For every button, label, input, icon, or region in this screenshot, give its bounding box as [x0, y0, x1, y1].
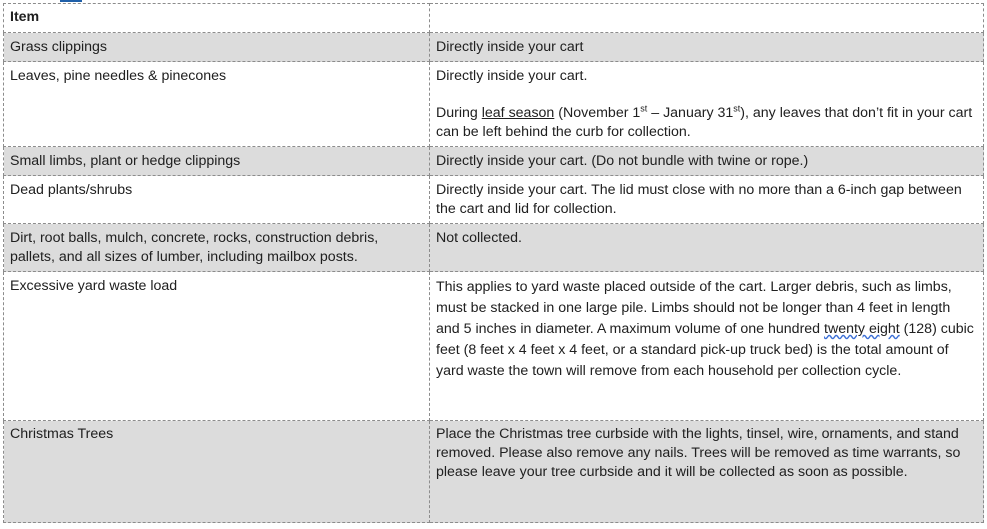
header-cell-blank: [430, 4, 984, 33]
description-text: Directly inside your cart.: [436, 68, 588, 84]
item-cell: Dirt, root balls, mulch, concrete, rocks, construction debris, pallets, and all sizes of lumber, including mailbox posts.: [4, 224, 430, 272]
description-cell: [430, 421, 984, 523]
description-text: [436, 277, 977, 382]
ordinal-suffix: st: [640, 103, 648, 114]
flagged-word[interactable]: twenty eight: [824, 321, 900, 337]
text-run: (128) cubic feet (8 feet x 4 feet x 4 feet, or a standard pick-up truck bed) is the total amount of yard waste the town will remove from each household per collection cycle.: [436, 321, 974, 379]
ordinal-suffix: st: [733, 103, 741, 114]
text-run: During: [436, 105, 482, 121]
description-text: Place the Christmas tree curbside with the lights, tinsel, wire, ornaments, and stand removed. Please also remove any nails. Trees will be removed as time warrants, so please leave your tree curbside and it will be collected as soon as possible.: [436, 426, 961, 480]
header-cell-item: Item: [4, 4, 430, 33]
table-row: [4, 224, 984, 272]
description-text: Directly inside your cart. The lid must close with no more than a 6-inch gap between the cart and lid for collection.: [436, 182, 962, 217]
description-text: Directly inside your cart. (Do not bundle with twine or rope.): [436, 153, 809, 169]
text-run: (November 1: [554, 105, 641, 121]
item-cell: Excessive yard waste load: [4, 272, 430, 421]
table-row: [4, 176, 984, 224]
description-cell: [430, 62, 984, 147]
description-text: Not collected.: [436, 230, 522, 246]
table-header-row: [4, 4, 984, 33]
table-row: [4, 421, 984, 523]
description-cell: [430, 147, 984, 176]
table-row: [4, 147, 984, 176]
text-run: This applies to yard waste placed outside of the cart. Larger debris, such as limbs, must be stacked in one large pile. Limbs should not be longer than 4 feet in length and 5 inches in diameter. A maximum volume of one hundred: [436, 279, 952, 337]
description-cell: [430, 176, 984, 224]
item-cell: Leaves, pine needles & pinecones: [4, 62, 430, 147]
description-text: Directly inside your cart: [436, 39, 584, 55]
item-cell: Small limbs, plant or hedge clippings: [4, 147, 430, 176]
item-cell: Christmas Trees: [4, 421, 430, 523]
item-cell: Grass clippings: [4, 33, 430, 62]
text-run: ), any leaves that don’t fit in your cart can be left behind the curb for collection.: [436, 105, 973, 140]
yard-waste-table: [3, 3, 984, 523]
table-row: [4, 272, 984, 421]
description-cell: [430, 33, 984, 62]
description-cell: [430, 224, 984, 272]
table-row: [4, 33, 984, 62]
item-cell: Dead plants/shrubs: [4, 176, 430, 224]
description-cell: [430, 272, 984, 421]
description-text-leaf-season: [436, 104, 977, 142]
leaf-season-link[interactable]: leaf season: [481, 105, 555, 121]
heading-underline-fragment: [60, 0, 82, 2]
text-run: – January 31: [647, 105, 734, 121]
table-row: [4, 62, 984, 147]
